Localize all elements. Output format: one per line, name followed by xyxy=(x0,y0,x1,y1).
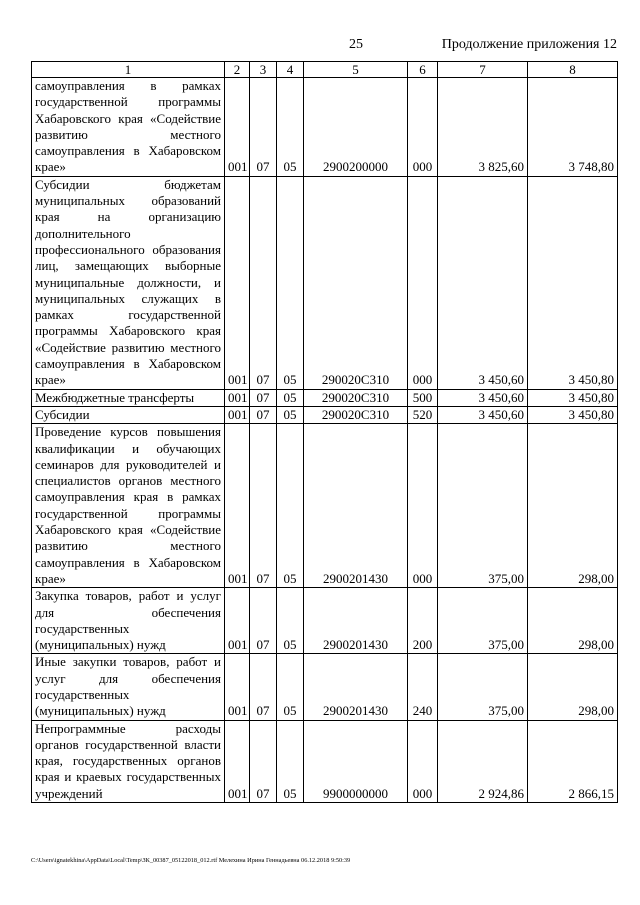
table-cell: 001 xyxy=(225,78,250,177)
table-cell: 05 xyxy=(277,720,304,802)
table-row xyxy=(32,424,618,588)
table-cell: 07 xyxy=(250,720,277,802)
column-header: 3 xyxy=(250,62,277,78)
table-cell: 07 xyxy=(250,654,277,720)
table-cell: 07 xyxy=(250,406,277,423)
page-number: 25 xyxy=(349,37,363,52)
table-cell: 3 450,60 xyxy=(438,389,528,406)
table-cell: 000 xyxy=(408,424,438,588)
table-row xyxy=(32,406,618,423)
page-header xyxy=(0,37,640,57)
table-row xyxy=(32,78,618,177)
table-cell: 2 866,15 xyxy=(528,720,618,802)
table-cell: 3 450,60 xyxy=(438,176,528,389)
table-cell: 3 825,60 xyxy=(438,78,528,177)
continuation-title: Продолжение приложения 12 xyxy=(441,37,617,52)
table-cell: 3 450,60 xyxy=(438,406,528,423)
table-cell: 07 xyxy=(250,588,277,654)
table-cell: 290020С310 xyxy=(304,176,408,389)
table-cell: 290020С310 xyxy=(304,389,408,406)
table-cell: 05 xyxy=(277,78,304,177)
table-cell: 07 xyxy=(250,424,277,588)
table-row xyxy=(32,654,618,720)
table-cell: 001 xyxy=(225,424,250,588)
table-cell: 200 xyxy=(408,588,438,654)
table-cell: 2900201430 xyxy=(304,654,408,720)
table-cell: 05 xyxy=(277,176,304,389)
table-cell: 07 xyxy=(250,78,277,177)
table-cell: 520 xyxy=(408,406,438,423)
table-cell: 375,00 xyxy=(438,424,528,588)
table-cell: 3 450,80 xyxy=(528,176,618,389)
column-header: 1 xyxy=(32,62,225,78)
table-cell: 000 xyxy=(408,176,438,389)
budget-table xyxy=(31,61,618,803)
table-cell: 3 450,80 xyxy=(528,389,618,406)
table-cell: 05 xyxy=(277,406,304,423)
table-cell: 298,00 xyxy=(528,588,618,654)
file-path-footer: C:\Users\ignatekhina\AppData\Local\Temp\ЗК_00387_05122018_012.rtf Мелехина Ирина Геннадьевна 06.12.2018 9:50:39 xyxy=(31,857,351,864)
table-cell: 375,00 xyxy=(438,588,528,654)
table-cell: 298,00 xyxy=(528,424,618,588)
table-cell: 05 xyxy=(277,588,304,654)
table-row xyxy=(32,720,618,802)
table-cell: 2900201430 xyxy=(304,588,408,654)
row-name-cell: Субсидии xyxy=(32,406,225,423)
column-header: 2 xyxy=(225,62,250,78)
table-cell: 000 xyxy=(408,78,438,177)
table-cell: 001 xyxy=(225,654,250,720)
row-name-cell: Межбюджетные трансферты xyxy=(32,389,225,406)
table-cell: 3 748,80 xyxy=(528,78,618,177)
column-header: 6 xyxy=(408,62,438,78)
table-cell: 07 xyxy=(250,389,277,406)
table-cell: 2900200000 xyxy=(304,78,408,177)
table-cell: 9900000000 xyxy=(304,720,408,802)
table-cell: 500 xyxy=(408,389,438,406)
table-cell: 001 xyxy=(225,406,250,423)
table-cell: 05 xyxy=(277,654,304,720)
table-cell: 05 xyxy=(277,424,304,588)
table-cell: 290020С310 xyxy=(304,406,408,423)
header-row xyxy=(32,62,618,78)
table-row xyxy=(32,389,618,406)
table-cell: 000 xyxy=(408,720,438,802)
row-name-cell: Иные закупки товаров, работ и услуг для обеспечения государственных (муниципальных) нужд xyxy=(32,654,225,720)
table-cell: 298,00 xyxy=(528,654,618,720)
table-cell: 3 450,80 xyxy=(528,406,618,423)
table-cell: 375,00 xyxy=(438,654,528,720)
row-name-cell: самоуправления в рамках государственной программы Хабаровского края «Содействие развитию местного самоуправления в Хабаровском крае» xyxy=(32,78,225,177)
table-row xyxy=(32,176,618,389)
table-cell: 001 xyxy=(225,720,250,802)
table-cell: 07 xyxy=(250,176,277,389)
table-cell: 001 xyxy=(225,176,250,389)
table-cell: 001 xyxy=(225,389,250,406)
table-row xyxy=(32,588,618,654)
table-cell: 05 xyxy=(277,389,304,406)
row-name-cell: Проведение курсов повышения квалификации и обучающих семинаров для руководителей и специалистов органов местного самоуправления края в рамках государственной программы Хабаровского края «Содействие развитию местного самоуправления в Хабаровском крае» xyxy=(32,424,225,588)
table-cell: 2900201430 xyxy=(304,424,408,588)
row-name-cell: Непрограммные расходы органов государственной власти края, государственных органов края и краевых государственных учреждений xyxy=(32,720,225,802)
column-header: 7 xyxy=(438,62,528,78)
row-name-cell: Субсидии бюджетам муниципальных образований края на организацию дополнительного профессионального образования лиц, замещающих выборные муниципальные должности, и муниципальных служащих в рамках государственной программы Хабаровского края «Содействие развитию местного самоуправления в Хабаровском крае» xyxy=(32,176,225,389)
table-cell: 2 924,86 xyxy=(438,720,528,802)
column-header: 8 xyxy=(528,62,618,78)
column-header: 4 xyxy=(277,62,304,78)
row-name-cell: Закупка товаров, работ и услуг для обеспечения государственных (муниципальных) нужд xyxy=(32,588,225,654)
table-cell: 001 xyxy=(225,588,250,654)
table-cell: 240 xyxy=(408,654,438,720)
column-header: 5 xyxy=(304,62,408,78)
